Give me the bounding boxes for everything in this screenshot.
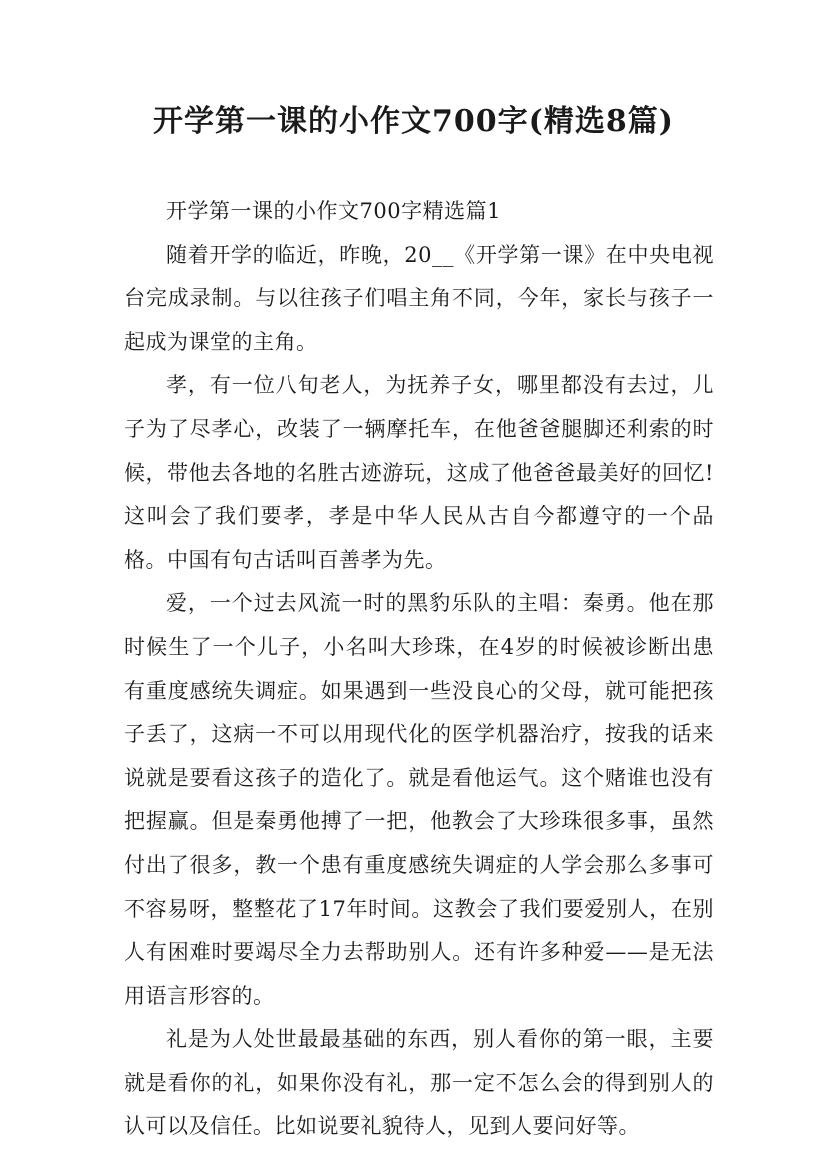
paragraph-filial-piety: 孝，有一位八旬老人，为抚养子女，哪里都没有去过，儿子为了尽孝心，改装了一辆摩托车，在他爸爸腿脚还利索的时候，带他去各地的名胜古迹游玩，这成了他爸爸最美好的回忆!这叫会了我们要孝，孝是中华人民从古自今都遵守的一个品格。中国有句古话叫百善孝为先。 (124, 373, 714, 572)
paragraph-intro: 随着开学的临近，昨晚，20__《开学第一课》在中央电视台完成录制。与以往孩子们唱主角不同，今年，家长与孩子一起成为课堂的主角。 (124, 242, 714, 354)
document-body (124, 190, 714, 1149)
paragraph-love: 爱，一个过去风流一时的黑豹乐队的主唱：秦勇。他在那时候生了一个儿子，小名叫大珍珠，在4岁的时候被诊断出患有重度感统失调症。如果遇到一些没良心的父母，就可能把孩子丢了，这病一不可以用现代化的医学机器治疗，按我的话来说就是要看这孩子的造化了。就是看他运气。这个赌谁也没有把握赢。但是秦勇他搏了一把，他教会了大珍珠很多事，虽然付出了很多，教一个患有重度感统失调症的人学会那么多事可不容易呀，整整花了17年时间。这教会了我们要爱别人，在别人有困难时要竭尽全力去帮助别人。还有许多种爱——是无法用语言形容的。 (124, 591, 714, 1008)
paragraph-courtesy: 礼是为人处世最最基础的东西，别人看你的第一眼，主要就是看你的礼，如果你没有礼，那一定不怎么会的得到别人的认可以及信任。比如说要礼貌待人，见到人要问好等。 (124, 1027, 714, 1139)
document-title: 开学第一课的小作文700字(精选8篇) (153, 104, 674, 139)
section-heading: 开学第一课的小作文700字精选篇1 (166, 199, 501, 223)
